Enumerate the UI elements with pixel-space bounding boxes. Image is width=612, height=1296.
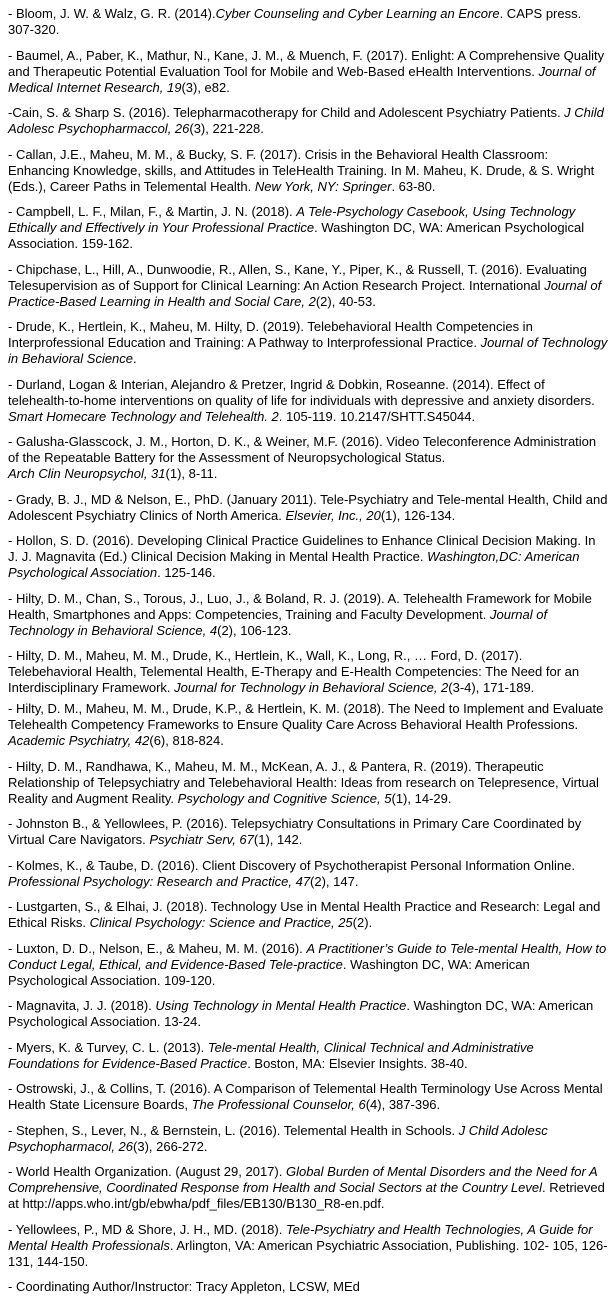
reference-italic-text: A Tele-Psychology Casebook, Using Technology Ethically and Effectively in Your Professional Practice	[8, 204, 576, 235]
reference-italic-text: Elsevier, Inc., 20	[285, 507, 381, 523]
reference-italic-text: Journal of Technology in Behavioral Science, 4	[8, 606, 548, 638]
reference-text: - Durland, Logan & Interian, Alejandro & Pretzer, Ingrid & Dobkin, Roseanne. (2014). Effect of telehealth-to-home interventions on quality of life for individuals with depressive and anxiety disorders.	[8, 376, 595, 408]
reference-text: - Galusha-Glasscock, J. M., Horton, D. K., & Weiner, M.F. (2016). Video Teleconference Administration of the Repeatable Battery for the Assessment of Neuropsychological Status.	[8, 434, 597, 465]
reference-text: - Luxton, D. D., Nelson, E., & Maheu, M. M. (2016).	[8, 940, 307, 956]
reference-italic-text: Psychiatr Serv, 67	[149, 832, 254, 847]
reference-item	[8, 105, 608, 137]
reference-text: - Drude, K., Hertlein, K., Maheu, M. Hilty, D. (2019). Telebehavioral Health Competencies in Interprofessional Education and Training: A Pathway to Interprofessional Practice.	[8, 319, 533, 350]
reference-item	[8, 1164, 608, 1212]
reference-text: . CAPS press. 307-320.	[8, 6, 582, 37]
reference-text: (1), 126-134.	[380, 507, 456, 523]
reference-item	[8, 1081, 608, 1113]
reference-text: - Kolmes, K., & Taube, D. (2016). Client Discovery of Psychotherapist Personal Information Online.	[8, 857, 575, 873]
reference-text: - Chipchase, L., Hill, A., Dunwoodie, R., Allen, S., Kane, Y., Piper, K., & Russell, T. (2016). Evaluating Telesupervision as of Support for Clinical Learning: An Action Research Project. International	[8, 261, 587, 293]
reference-item	[8, 701, 608, 749]
reference-text: . Washington DC, WA: American Psychological Association. 13-24.	[8, 998, 594, 1029]
reference-text: . Boston, MA: Elsevier Insights. 38-40.	[247, 1055, 468, 1071]
reference-text: . Washington DC, WA: American Psychological Association. 159-162.	[8, 220, 585, 251]
reference-text: - Johnston B., & Yellowlees, P. (2016). Telepsychiatry Consultations in Primary Care Coordinated by Virtual Care Navigators.	[8, 816, 582, 847]
reference-item	[8, 533, 608, 581]
reference-italic-text: J Child Adolesc Psychopharmacol, 26	[8, 1122, 548, 1154]
reference-text: - Hilty, D. M., Randhawa, K., Maheu, M. M., McKean, A. J., & Pantera, R. (2019). Therapeutic Relationship of Telepsychiatry and Telebehavioral Health: Ideas from research on Telepresence, Virtual Reality and Augment Reality.	[8, 758, 599, 806]
reference-text: - Magnavita, J. J. (2018).	[8, 998, 156, 1013]
reference-italic-text: Journal for Technology in Behavioral Science, 2	[174, 680, 449, 695]
reference-text: -Cain, S. & Sharp S. (2016). Telepharmacotherapy for Child and Adolescent Psychiatry Patients.	[8, 105, 565, 120]
reference-italic-text: Clinical Psychology: Science and Practice, 25	[89, 915, 353, 930]
reference-text: (2), 106-123.	[217, 622, 292, 638]
reference-italic-text: New York, NY: Springer	[254, 178, 392, 194]
reference-text: - World Health Organization. (August 29, 2017).	[8, 1164, 286, 1179]
reference-text: - Callan, J.E., Maheu, M. M., & Bucky, S. F. (2017). Crisis in the Behavioral Health Classroom: Enhancing Knowledge, skills, and Attitudes in TeleHealth Training. In M. Maheu, K. Drude, & S. Wright (Eds.), Career Paths in Telemental Health.	[8, 146, 595, 194]
references-list	[8, 6, 608, 1295]
reference-text: (3-4), 171-189.	[448, 680, 535, 695]
reference-italic-text: Tele-mental Health, Clinical Technical and Administrative Foundations for Evidence-Based Practice	[8, 1039, 534, 1071]
reference-text: - Bloom, J. W. & Walz, G. R. (2014).	[8, 6, 216, 21]
reference-text: - Hilty, D. M., Maheu, M. M., Drude, K., Hertlein, K., Wall, K., Long, R., … Ford, D. (2017). Telebehavioral Health, Telemental Health, E-Therapy and E-Health Competencies: The Need for an Interdisciplinary Framework.	[8, 648, 580, 695]
reference-italic-text: Smart Homecare Technology and Telehealth. 2	[8, 408, 279, 424]
reference-italic-text: Journal of Technology in Behavioral Science	[8, 335, 608, 366]
reference-italic-text: Tele-Psychiatry and Health Technologies, A Guide for Mental Health Professionals	[8, 1221, 593, 1253]
reference-text: (3), e82.	[181, 79, 230, 95]
reference-text: - Baumel, A., Paber, K., Mathur, N., Kane, J. M., & Muench, F. (2017). Enlight: A Comprehensive Quality and Therapeutic Potential Evaluation Tool for Mobile and Web-Based eHealth Interventions.	[8, 47, 605, 79]
reference-item	[8, 147, 608, 195]
reference-item	[8, 1222, 608, 1270]
reference-italic-text: A Practitioner’s Guide to Tele-mental Health, How to Conduct Legal, Ethical, and Evidence-Based Tele-practice	[8, 940, 607, 972]
reference-text: . Washington DC, WA: American Psychological Association. 109-120.	[8, 956, 530, 988]
reference-item	[8, 816, 608, 848]
reference-text: - Stephen, S., Lever, N., & Bernstein, L. (2016). Telemental Health in Schools.	[8, 1122, 459, 1138]
reference-item	[8, 591, 608, 639]
reference-text: - Hilty, D. M., Maheu, M. M., Drude, K.P., & Hertlein, K. M. (2018). The Need to Implement and Evaluate Telehealth Competency Frameworks to Ensure Quality Care Across Behavioral Health Professions.	[8, 701, 604, 732]
reference-item	[8, 899, 608, 931]
reference-text: . Arlington, VA: American Psychiatric Association, Publishing. 102- 105, 126-131, 144-150.	[8, 1237, 608, 1269]
reference-text: . 63-80.	[391, 178, 436, 194]
reference-item	[8, 204, 608, 252]
reference-text: - Myers, K. & Turvey, C. L. (2013).	[8, 1039, 208, 1055]
reference-text: - Coordinating Author/Instructor: Tracy Appleton, LCSW, MEd	[8, 1279, 360, 1294]
reference-italic-text: Psychology and Cognitive Science, 5	[177, 790, 392, 806]
reference-text: . 105-119. 10.2147/SHTT.S45044.	[278, 408, 476, 424]
reference-item	[8, 1123, 608, 1155]
reference-italic-text: Journal of Practice-Based Learning in Health and Social Care, 2	[8, 277, 602, 309]
reference-italic-text: Professional Psychology: Research and Practice, 47	[8, 873, 311, 889]
reference-item	[8, 262, 608, 310]
reference-item	[8, 1040, 608, 1072]
reference-text: (2).	[352, 915, 373, 930]
reference-italic-text: J Child Adolesc Psychopharmaccol, 26	[8, 105, 604, 136]
reference-text: (6), 818-824.	[149, 733, 224, 748]
reference-item	[8, 377, 608, 425]
reference-text: - Campbell, L. F., Milan, F., & Martin, J. N. (2018).	[8, 204, 297, 219]
reference-text: . Retrieved at http://apps.who.int/gb/ebwha/pdf_files/EB130/B130_R8-en.pdf.	[8, 1180, 605, 1211]
reference-text: - Hilty, D. M., Chan, S., Torous, J., Luo, J., & Boland, R. J. (2019). A. Telehealth Framework for Mobile Health, Smartphones and Apps: Competencies, Training and Faculty Development.	[8, 590, 592, 622]
reference-italic-text: Arch Clin Neuropsychol, 31	[8, 466, 166, 481]
reference-item	[8, 6, 608, 38]
reference-text: (3), 266-272.	[133, 1138, 208, 1154]
reference-italic-text: Global Burden of Mental Disorders and the Need for A Comprehensive, Coordinated Response from Health and Social Sectors at the Country Level	[8, 1164, 598, 1195]
reference-italic-text: Washington,DC: American Psychological Association	[8, 549, 580, 580]
reference-item	[8, 319, 608, 367]
reference-item	[8, 941, 608, 989]
reference-item	[8, 48, 608, 96]
reference-item	[8, 858, 608, 890]
reference-text: - Yellowlees, P., MD & Shore, J. H., MD. (2018).	[8, 1221, 286, 1237]
reference-item	[8, 492, 608, 524]
reference-text: - Hollon, S. D. (2016). Developing Clinical Practice Guidelines to Enhance Clinical Decision Making. In J. J. Magnavita (Ed.) Clinical Decision Making in Mental Health Practice.	[8, 533, 596, 564]
reference-item	[8, 648, 608, 696]
reference-italic-text: Journal of Medical Internet Research, 19	[8, 63, 596, 95]
reference-item	[8, 1279, 608, 1295]
reference-text: (3), 221-228.	[189, 121, 264, 136]
reference-text: - Ostrowski, J., & Collins, T. (2016). A Comparison of Telemental Health Terminology Use Across Mental Health State Licensure Boards,	[8, 1081, 603, 1112]
reference-text: - Grady, B. J., MD & Nelson, E., PhD. (January 2011). Tele-Psychiatry and Tele-mental Health, Child and Adolescent Psychiatry Clinics of North America.	[8, 491, 608, 523]
reference-item	[8, 759, 608, 807]
reference-text: . 125-146.	[157, 565, 216, 580]
reference-text: (2), 147.	[310, 873, 359, 889]
reference-item	[8, 998, 608, 1030]
reference-italic-text: Cyber Counseling and Cyber Learning an Encore	[215, 6, 500, 21]
reference-text: (1), 142.	[253, 832, 303, 847]
reference-text: (2), 40-53.	[315, 293, 376, 309]
reference-text: (4), 387-396.	[365, 1097, 441, 1112]
reference-text: (1), 14-29.	[391, 790, 452, 806]
reference-item	[8, 434, 608, 482]
reference-italic-text: Academic Psychiatry, 42	[8, 733, 150, 748]
reference-text: (1), 8-11.	[165, 466, 218, 481]
reference-text: - Lustgarten, S., & Elhai, J. (2018). Technology Use in Mental Health Practice and Research: Legal and Ethical Risks.	[8, 899, 601, 930]
reference-text: .	[133, 351, 137, 366]
reference-italic-text: Using Technology in Mental Health Practice	[155, 998, 407, 1013]
reference-italic-text: The Professional Counselor, 6	[191, 1097, 366, 1112]
